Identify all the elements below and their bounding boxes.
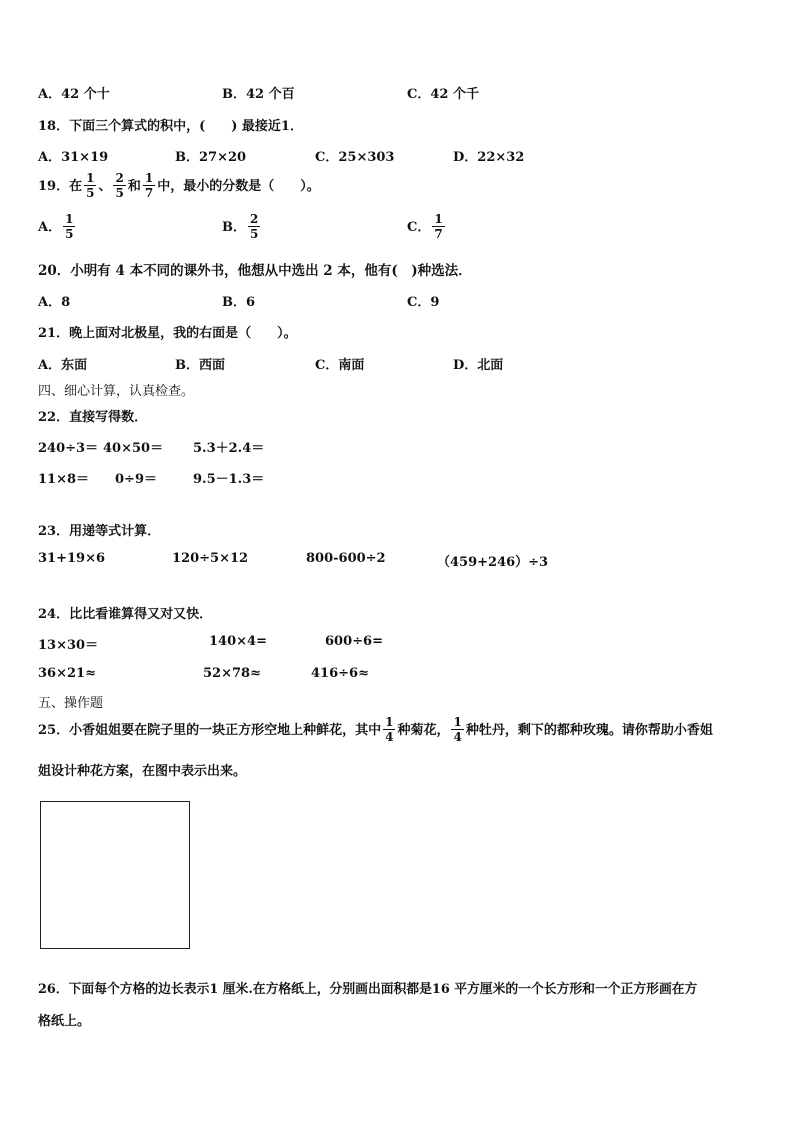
q21-stem: 21．晚上面对北极星，我的右面是（ ）。 (38, 326, 297, 341)
q18-option-d: D．22×32 (453, 150, 525, 165)
square-plot-diagram (40, 801, 190, 949)
q22-item: 11×8＝ (38, 472, 90, 487)
q23-item: （459+246）÷3 (437, 555, 549, 570)
q22-item: 5.3＋2.4＝ (193, 441, 265, 456)
q24-item: 140×4= (209, 634, 267, 649)
q22-item: 40×50＝ (103, 441, 164, 456)
section5-title: 五、操作题 (38, 696, 104, 711)
q18-option-b: B．27×20 (175, 150, 247, 165)
q23-item: 120÷5×12 (172, 551, 249, 566)
q23-stem: 23．用递等式计算． (38, 524, 161, 539)
q19-option-b: B． $\frac{2}{5}$ (222, 212, 259, 241)
q19-stem-prefix: 19．在 (38, 179, 83, 194)
q19-sep2: 和 (127, 179, 141, 194)
q19-stem-suffix: 中，最小的分数是（ ）。 (157, 179, 320, 194)
q25-fraction-1: $\frac{1}{4}$ (385, 715, 394, 744)
q20-option-b: B．6 (222, 295, 256, 310)
q19-fraction-2: $\frac{2}{5}$ (115, 171, 124, 200)
q22-item: 240÷3＝ (38, 441, 99, 456)
q26-line2: 格纸上。 (38, 1014, 91, 1029)
q24-item: 13×30＝ (38, 638, 99, 653)
q21-option-b: B．西面 (175, 358, 225, 373)
q19-stem (38, 172, 320, 201)
q25-line1: 25．小香姐姐要在院子里的一块正方形空地上种鲜花，其中 $\frac{1}{4}$ 种菊花， $\frac{1}{4}$ 种牡丹，剩下的都种玫瑰。请你帮助小香姐 (38, 715, 713, 744)
section4-title: 四、细心计算，认真检查。 (38, 384, 195, 399)
q24-stem: 24．比比看谁算得又对又快． (38, 607, 213, 622)
q22-stem: 22．直接写得数． (38, 410, 148, 425)
q19-option-a: A． $\frac{1}{5}$ (38, 212, 74, 241)
q20-option-a: A．8 (38, 295, 71, 310)
q21-option-d: D．北面 (453, 358, 504, 373)
q25-line2: 姐设计种花方案，在图中表示出来。 (38, 764, 247, 779)
q24-item: 52×78≈ (203, 666, 261, 681)
q17-option-b: B．42 个百 (222, 87, 295, 102)
q20-stem: 20．小明有 4 本不同的课外书，他想从中选出 2 本，他有( )种选法． (38, 263, 472, 279)
q24-item: 36×21≈ (38, 666, 96, 681)
q19-fraction-1: $\frac{1}{5}$ (86, 171, 95, 200)
q21-option-a: A．东面 (38, 358, 88, 373)
q25-fraction-2: $\frac{1}{4}$ (453, 715, 462, 744)
q24-item: 416÷6≈ (311, 666, 369, 681)
q22-item: 9.5－1.3＝ (193, 472, 265, 487)
q20-option-c: C．9 (407, 295, 440, 310)
q18-stem: 18．下面三个算式的积中，( ) 最接近1． (38, 119, 303, 134)
q19-fraction-3: $\frac{1}{7}$ (144, 171, 154, 200)
q18-option-a: A．31×19 (38, 150, 109, 165)
q22-item: 0÷9＝ (115, 472, 157, 487)
q17-option-a: A．42 个十 (38, 87, 110, 102)
q24-item: 600÷6= (325, 634, 383, 649)
q17-option-c: C．42 个千 (407, 87, 479, 102)
q21-option-c: C．南面 (315, 358, 365, 373)
q23-item: 800-600÷2 (306, 551, 386, 566)
q26-line1: 26．下面每个方格的边长表示1 厘米.在方格纸上，分别画出面积都是16 平方厘米的一个长方形和一个正方形画在方 (38, 982, 698, 997)
q19-option-c: C． $\frac{1}{7}$ (407, 212, 443, 241)
q23-item: 31+19×6 (38, 551, 106, 566)
q19-sep1: 、 (98, 179, 112, 194)
q18-option-c: C．25×303 (315, 150, 395, 165)
